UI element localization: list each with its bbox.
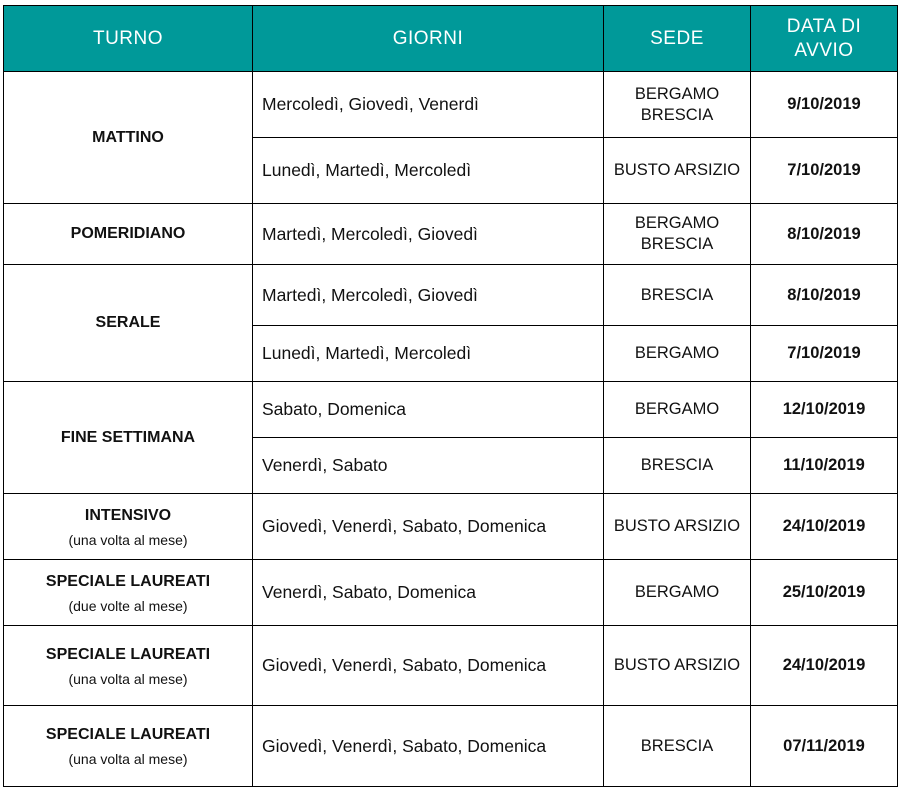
turno-label: POMERIDIANO xyxy=(70,225,186,242)
table-row xyxy=(4,626,898,706)
data-cell: 7/10/2019 xyxy=(751,326,898,382)
turno-cell xyxy=(4,72,253,204)
table-row xyxy=(4,382,898,438)
data-cell: 8/10/2019 xyxy=(751,265,898,326)
sede-cell: BRESCIA xyxy=(604,706,751,787)
turno-label: MATTINO xyxy=(92,128,164,146)
sede-cell: BUSTO ARSIZIO xyxy=(604,138,751,204)
turno-cell xyxy=(4,265,253,382)
turno-cell xyxy=(4,204,253,265)
header-data-avvio xyxy=(751,6,898,72)
table-row xyxy=(4,494,898,560)
giorni-cell: Sabato, Domenica xyxy=(253,382,604,438)
giorni-cell: Mercoledì, Giovedì, Venerdì xyxy=(253,72,604,138)
giorni-cell: Martedì, Mercoledì, Giovedì xyxy=(253,204,604,265)
table-row xyxy=(4,706,898,787)
turno-cell xyxy=(4,706,253,787)
data-cell: 9/10/2019 xyxy=(751,72,898,138)
data-cell: 8/10/2019 xyxy=(751,204,898,265)
giorni-cell: Martedì, Mercoledì, Giovedì xyxy=(253,265,604,326)
turno-label: FINE SETTIMANA xyxy=(60,428,196,446)
table-row xyxy=(4,265,898,326)
data-cell: 12/10/2019 xyxy=(751,382,898,438)
turno-frequency: (una volta al mese) xyxy=(68,531,188,548)
header-giorni: GIORNI xyxy=(253,6,604,72)
schedule-table xyxy=(3,5,898,787)
sede-cell xyxy=(604,204,751,265)
giorni-cell: Venerdì, Sabato xyxy=(253,438,604,494)
giorni-cell: Lunedì, Martedì, Mercoledì xyxy=(253,326,604,382)
table-row xyxy=(4,560,898,626)
giorni-cell: Giovedì, Venerdì, Sabato, Domenica xyxy=(253,494,604,560)
turno-cell xyxy=(4,560,253,626)
table-row xyxy=(4,204,898,265)
header-sede: SEDE xyxy=(604,6,751,72)
sede-line: BERGAMO xyxy=(634,84,720,103)
turno-frequency: (una volta al mese) xyxy=(68,751,188,767)
giorni-cell: Giovedì, Venerdì, Sabato, Domenica xyxy=(253,626,604,706)
sede-cell: BERGAMO xyxy=(604,560,751,626)
data-cell: 25/10/2019 xyxy=(751,560,898,626)
data-cell: 11/10/2019 xyxy=(751,438,898,494)
sede-cell: BRESCIA xyxy=(604,438,751,494)
header-data-line2: AVVIO xyxy=(794,39,854,61)
sede-cell xyxy=(604,72,751,138)
turno-cell xyxy=(4,494,253,560)
turno-label: SPECIALE LAUREATI xyxy=(45,645,211,663)
data-cell: 7/10/2019 xyxy=(751,138,898,204)
giorni-cell: Giovedì, Venerdì, Sabato, Domenica xyxy=(253,706,604,787)
data-cell: 24/10/2019 xyxy=(751,494,898,560)
turno-label: SPECIALE LAUREATI xyxy=(45,726,211,743)
sede-line: BRESCIA xyxy=(640,235,714,253)
sede-cell: BERGAMO xyxy=(604,382,751,438)
turno-frequency: (due volte al mese) xyxy=(68,597,188,614)
header-row xyxy=(4,6,898,72)
sede-cell: BERGAMO xyxy=(604,326,751,382)
table-row xyxy=(4,72,898,138)
turno-label: SERALE xyxy=(95,314,161,331)
sede-line: BRESCIA xyxy=(640,105,714,124)
header-turno: TURNO xyxy=(4,6,253,72)
data-cell: 24/10/2019 xyxy=(751,626,898,706)
sede-cell: BUSTO ARSIZIO xyxy=(604,494,751,560)
turno-cell xyxy=(4,626,253,706)
sede-cell: BUSTO ARSIZIO xyxy=(604,626,751,706)
header-data-line1: DATA DI xyxy=(786,15,862,37)
turno-label: SPECIALE LAUREATI xyxy=(45,572,211,590)
turno-cell xyxy=(4,382,253,494)
turno-frequency: (una volta al mese) xyxy=(68,670,188,687)
turno-label: INTENSIVO xyxy=(84,506,172,524)
giorni-cell: Lunedì, Martedì, Mercoledì xyxy=(253,138,604,204)
data-cell: 07/11/2019 xyxy=(751,706,898,787)
giorni-cell: Venerdì, Sabato, Domenica xyxy=(253,560,604,626)
sede-line: BERGAMO xyxy=(634,214,720,232)
sede-cell: BRESCIA xyxy=(604,265,751,326)
